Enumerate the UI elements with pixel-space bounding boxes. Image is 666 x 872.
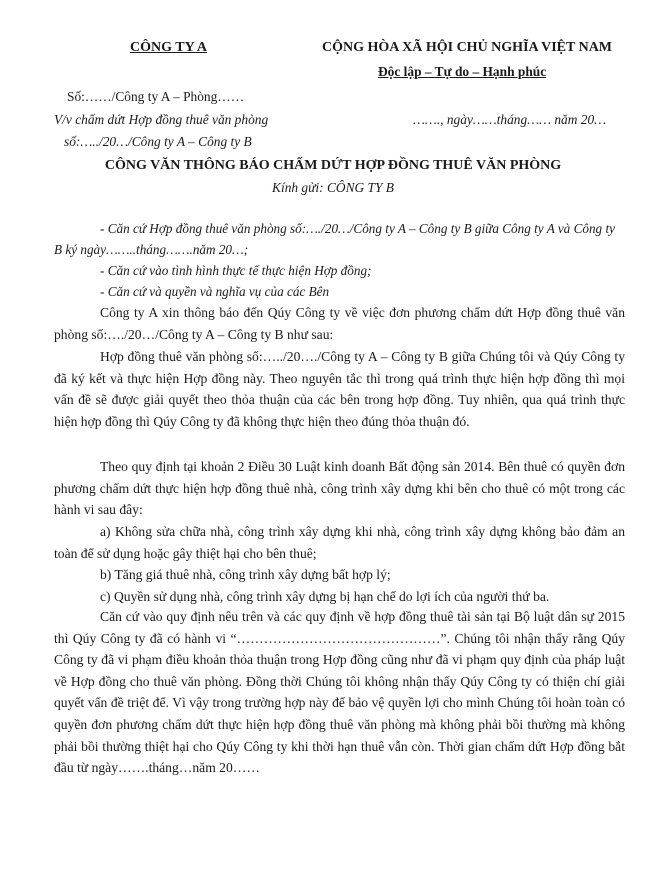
legal-bases — [54, 218, 625, 302]
company-name: CÔNG TY A — [130, 40, 208, 55]
paragraph-intro — [54, 302, 625, 345]
regulation-text: Theo quy định tại khoản 2 Điều 30 Luật kinh doanh Bất động sản 2014. Bên thuê có quyền đơn phương chấm dứt thực hiện hợp đồng thuê nhà, công trình xây dựng khi bên cho thuê có một trong các hành vi sau đây: — [54, 459, 625, 518]
paragraph-contract — [54, 346, 625, 432]
intro-text: Công ty A xin thông báo đến Qúy Công ty về việc đơn phương chấm dứt Hợp đồng thuê văn phòng số:…./20…/Công ty A – Công ty B như sau: — [54, 305, 625, 342]
recipient-line — [0, 180, 666, 196]
paragraph-regulation — [54, 456, 625, 521]
violation-list — [54, 521, 625, 607]
date-line: ……., ngày……tháng…… năm 20… — [413, 112, 607, 127]
basis-item: - Căn cứ và quyền và nghĩa vụ của các Bên — [100, 284, 330, 299]
contract-text: Hợp đồng thuê văn phòng số:…../20…./Công ty A – Công ty B giữa Chúng tôi và Qúy Công ty đã ký kết và thực hiện Hợp đồng này. Theo nguyên tắc thì trong quá trình thực hiện hợp đồng thì mọi vấn đề sẽ được giải quyết theo thỏa thuận của các bên trong hợp đồng. Tuy nhiên, qua quá trình thực hiện hợp đồng thì Qúy Công ty đã không thực hiện theo đúng thỏa thuận đó. — [54, 349, 625, 429]
basis-item: - Căn cứ Hợp đồng thuê văn phòng số:…./20…/Công ty A – Công ty B giữa Công ty A và Công ty B ký ngày……..tháng…….năm 20…; — [54, 221, 615, 257]
subject-line: V/v chấm dứt Hợp đồng thuê văn phòng — [54, 112, 269, 127]
paragraph-conclusion — [54, 606, 625, 779]
basis-item: - Căn cứ vào tình hình thực tế thực hiện Hợp đồng; — [100, 263, 372, 278]
document-title: CÔNG VĂN THÔNG BÁO CHẤM DỨT HỢP ĐỒNG THUÊ VĂN PHÒNG — [104, 158, 562, 173]
recipient-text: Kính gửi: CÔNG TY B — [272, 180, 394, 195]
violation-item-a: a) Không sửa chữa nhà, công trình xây dựng khi nhà, công trình xây dựng không bảo đảm an toàn để sử dụng hoặc gây thiệt hại cho bên thuê; — [54, 524, 625, 561]
document-number: Số:……/Công ty A – Phòng…… — [67, 89, 245, 104]
subject-contract-number: số:…../20…/Công ty A – Công ty B — [64, 134, 252, 149]
nation-title: CỘNG HÒA XÃ HỘI CHỦ NGHĨA VIỆT NAM — [322, 40, 613, 55]
violation-item-b: b) Tăng giá thuê nhà, công trình xây dựng bất hợp lý; — [100, 567, 391, 583]
national-motto: Độc lập – Tự do – Hạnh phúc — [378, 64, 547, 79]
conclusion-text: Căn cứ vào quy định nêu trên và các quy định về hợp đồng thuê tài sản tại Bộ luật dân sự 2015 thì Qúy Công ty đã có hành vi “………………………………………”. Chúng tôi nhận thấy rằng Qúy Công ty đã vi phạm điều khoản thỏa thuận trong Hợp đồng cũng như đã vi phạm quy định của pháp luật về Hợp đồng cho thuê văn phòng. Đồng thời Chúng tôi không nhận thấy Qúy Công ty có thiện chí giải quyết vấn đề triệt để. Vì vậy trong trường hợp này để bảo vệ quyền lợi cho mình Chúng tôi hoàn toàn có quyền đơn phương chấm dứt thực hiện hợp đồng thuê văn phòng mà không phải bồi thường mà không phải bồi thường thiệt hại cho Qúy Công ty khi thời hạn thuê vẫn còn. Thời gian chấm dứt Hợp đồng bắt đầu từ ngày…….tháng…năm 20…… — [54, 609, 625, 776]
violation-item-c: c) Quyền sử dụng nhà, công trình xây dựng bị hạn chế do lợi ích của người thứ ba. — [100, 588, 550, 604]
